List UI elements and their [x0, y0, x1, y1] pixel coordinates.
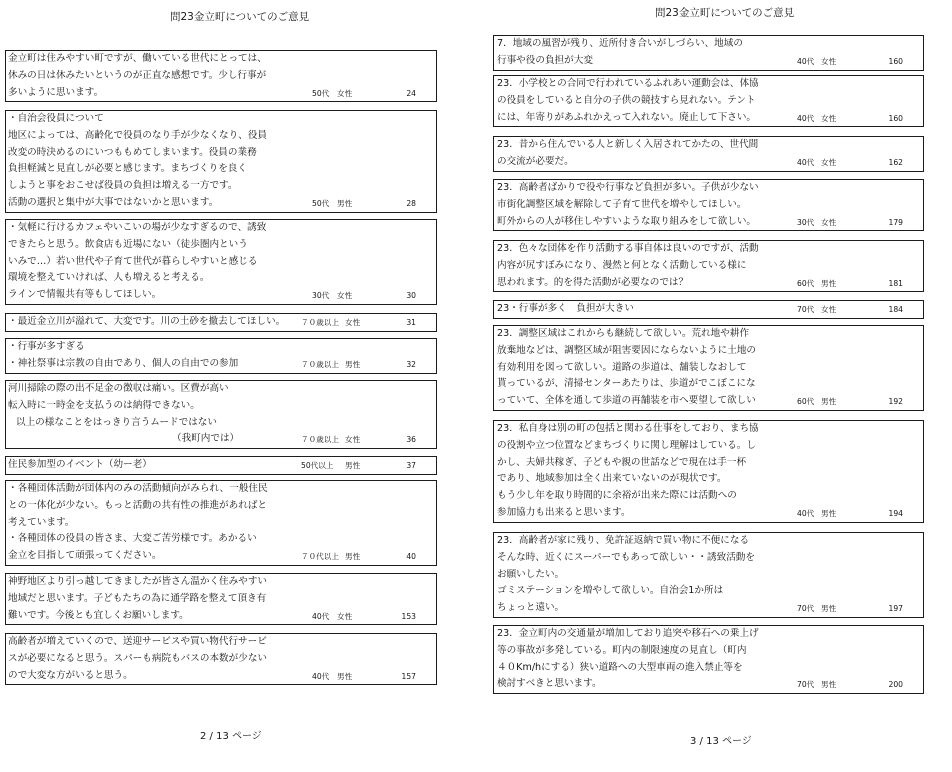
page-title: 問23金立町についてのご意見 — [170, 11, 310, 23]
response-number: 32 — [406, 359, 416, 369]
age-group: 30代 — [797, 217, 815, 227]
comment-box — [493, 625, 924, 694]
comment-line: 考えています。 — [8, 516, 75, 528]
comment-line: もう少し年を取り時間的に余裕が出来た際には活動への — [497, 490, 737, 502]
gender: 男性 — [821, 278, 837, 288]
comment-line: ・気軽に行けるカフェやいこいの場が少なすぎるので、誘致 — [8, 222, 267, 233]
response-number: 153 — [401, 611, 416, 621]
comment-line: （我町内では） — [172, 433, 240, 445]
comment-line: いみで…）若い世代や子育て世代が暮らしやすいと感じる — [8, 255, 258, 267]
respondent-info — [494, 505, 923, 522]
comment-line: 23．高齢者ばかりで役や行事など負担が多い。子供が少ない — [497, 182, 759, 193]
response-number: 181 — [888, 278, 903, 288]
respondent-info — [6, 457, 436, 474]
comment-box — [493, 300, 924, 319]
comment-line: 以上の様なことをはっきり言うムードではない — [16, 416, 217, 428]
comment-line: 環境を整えていければ、人も増えると考える。 — [8, 272, 210, 284]
response-number: 157 — [401, 671, 416, 681]
comment-line: 神野地区より引っ越してきましたが皆さん温かく住みやすい — [8, 576, 268, 587]
page-number: 3 / 13 ページ — [690, 736, 752, 747]
comment-line: できたらと思う。飲食店も近場にない（徒歩圏内という — [8, 238, 248, 250]
comment-box — [493, 420, 924, 523]
gender: 男性 — [821, 397, 837, 407]
age-group: 40代 — [797, 157, 815, 167]
age-group: 70代 — [797, 305, 815, 314]
age-group: 60代 — [797, 278, 815, 288]
respondent-info — [494, 275, 923, 292]
comment-box — [493, 136, 924, 172]
respondent-info — [494, 154, 923, 171]
comment-box — [493, 240, 924, 292]
comment-line: かし、夫婦共稼ぎ、子どもや親の世話などで現在は手一杯 — [497, 456, 747, 468]
comment-line: ４０Km/hにする）狭い道路への大型車両の進入禁止等を — [497, 661, 743, 673]
comment-box — [493, 532, 924, 618]
comment-line: 多いように思います。 — [8, 86, 104, 98]
gender: 男性 — [345, 461, 361, 470]
comment-box — [5, 480, 437, 566]
response-number: 192 — [888, 397, 903, 407]
gender: 女性 — [821, 157, 837, 167]
age-group: 70代 — [797, 604, 815, 614]
comment-line: 23．金立町内の交通量が増加しており追突や移石への乗上げ — [497, 628, 759, 639]
response-number: 160 — [888, 56, 903, 66]
respondent-info — [494, 53, 923, 70]
comment-line: しようと事をおこせば役員の負担は増える一方です。 — [8, 180, 238, 192]
comment-line: であり、地域参加は全く出来ていないのが現状です。 — [497, 473, 727, 485]
page-right — [476, 0, 952, 772]
respondent-info — [494, 110, 923, 127]
comment-line: っていて、全体を通して歩道の再舗装を市へ要望して欲しい — [497, 395, 756, 407]
respondent-info — [494, 393, 923, 410]
gender: 女性 — [821, 113, 837, 123]
comment-line: の役割や立つ位置などまちづくりに関し理解はしている。し — [497, 439, 756, 451]
respondent-info — [6, 668, 436, 685]
comment-box — [5, 219, 437, 305]
response-number: 37 — [406, 461, 416, 470]
response-number: 30 — [406, 291, 416, 301]
comment-line: ちょっと遠い。 — [497, 602, 565, 614]
response-number: 40 — [406, 552, 416, 562]
comment-line: 高齢者が増えていくので、送迎サービスや買い物代行サービ — [8, 636, 267, 647]
page-title: 問23金立町についてのご意見 — [655, 7, 795, 19]
comment-line: 23．私自身は別の町の包括と関わる仕事をしており、まち協 — [497, 423, 759, 434]
respondent-info — [494, 301, 923, 318]
respondent-info — [6, 287, 436, 304]
age-group: 30代 — [312, 291, 330, 301]
respondent-info — [6, 314, 436, 331]
age-group: 50代 — [312, 88, 330, 98]
comment-line: 内容が尻すぼみになり、漫然と何となく活動している様に — [497, 259, 747, 271]
response-number: 162 — [888, 157, 903, 167]
gender: 女性 — [337, 611, 353, 621]
comment-line: そんな時、近くにスーパーでもあって欲しい・・誘致活動を — [497, 551, 755, 563]
comment-line: には、年寄りがあふれかえって入れない。廃止して下さい。 — [497, 111, 757, 123]
comment-line: 参加協力も出来ると思います。 — [497, 506, 631, 518]
age-group: 40代 — [797, 508, 815, 518]
respondent-info — [494, 214, 923, 231]
comment-line: ・神社祭事は宗教の自由であり、個人の自由での参加 — [8, 357, 239, 369]
gender: 男性 — [337, 198, 353, 208]
comment-line: 金立を目指して頑張ってください。 — [8, 550, 162, 562]
comment-line: 検討すべきと思います。 — [497, 678, 602, 690]
comment-line: お願いしたい。 — [497, 568, 565, 580]
age-group: 70代 — [797, 680, 815, 690]
comment-line: ・各種団体活動が団体内のみの活動傾向がみられ、一般住民 — [8, 483, 268, 494]
gender: 女性 — [337, 291, 353, 301]
comment-line: 地域だと思います。子どもたちの為に通学路を整えて頂き有 — [8, 592, 267, 604]
response-number: 197 — [888, 604, 903, 614]
response-number: 36 — [406, 435, 416, 445]
comment-box — [5, 50, 437, 102]
comment-line: ラインで情報共有等もしてほしい。 — [8, 289, 162, 301]
age-group: 60代 — [797, 397, 815, 407]
comment-line: 地区によっては、高齢化で役員のなり手が少なくなり、役員 — [8, 129, 268, 141]
comment-box — [5, 456, 437, 475]
comment-line: 負担軽減と見直しが必要と感じます。まちづくりを良く — [8, 163, 247, 175]
respondent-info — [6, 195, 436, 212]
response-number: 31 — [406, 318, 416, 327]
gender: 女性 — [821, 217, 837, 227]
gender: 男性 — [345, 359, 361, 369]
comment-line: ゴミステーションを増やして欲しい。自治会1か所は — [497, 585, 724, 597]
comment-line: 休みの日は休みたいというのが正直な感想です。少し行事が — [8, 69, 267, 81]
comment-line: 23．調整区域はこれからも継続して欲しい。荒れ地や耕作 — [497, 328, 750, 339]
comment-line: 金立町は住みやすい町ですが、働いている世代にとっては、 — [8, 53, 267, 64]
respondent-info — [494, 600, 923, 617]
age-group: ７０歳以上 — [301, 359, 339, 369]
page-number: 2 / 13 ページ — [200, 731, 262, 742]
respondent-info — [6, 548, 436, 565]
comment-line: ・行事が多すぎる — [8, 341, 85, 352]
comment-box — [5, 573, 437, 625]
gender: 女性 — [821, 305, 837, 314]
comment-line: 転入時に一時金を支払うのは納得できない。 — [8, 399, 200, 411]
comment-line: 7．地域の風習が残り、近所付き合いがしづらい、地域の — [497, 38, 743, 49]
comment-box — [493, 179, 924, 231]
comment-line: 改変の時決めるのにいつももめてしまいます。役員の業務 — [8, 146, 257, 158]
comment-box — [5, 633, 437, 685]
gender: 女性 — [345, 435, 361, 445]
respondent-info — [6, 85, 436, 102]
response-number: 194 — [888, 508, 903, 518]
response-number: 179 — [888, 217, 903, 227]
comment-line: 23．昔から住んでいる人と新しく入居されてかたの、世代間 — [497, 139, 759, 150]
comment-line: の役員をしていると自分の子供の競技すら見れない。テント — [497, 94, 756, 106]
comment-line: 思われます。的を得た活動が必要なのでは？ — [497, 276, 689, 288]
gender: 男性 — [345, 552, 361, 562]
age-group: 40代 — [312, 611, 330, 621]
comment-line: 放棄地などは、調整区域が阻害要因にならないように土地の — [497, 344, 757, 356]
comment-line: ・自治会役員について — [8, 113, 104, 124]
comment-line: スが必要になると思う。スパーも病院もバスの本数が少ない — [8, 652, 268, 664]
response-number: 160 — [888, 113, 903, 123]
age-group: ７０歳以上 — [301, 435, 339, 445]
comment-line: ・各種団体の役員の皆さま、大変ご苦労様です。あかるい — [8, 533, 257, 545]
gender: 男性 — [821, 508, 837, 518]
comment-box — [493, 75, 924, 127]
respondent-info — [6, 356, 436, 373]
comment-box — [5, 380, 437, 449]
age-group: ７０代以上 — [301, 552, 339, 562]
response-number: 184 — [888, 305, 903, 314]
gender: 男性 — [337, 671, 353, 681]
comment-line: 住民参加型のイベント（幼ー老） — [8, 459, 152, 470]
response-number: 24 — [406, 88, 416, 98]
age-group: 50代以上 — [301, 461, 334, 470]
respondent-info — [6, 608, 436, 625]
comment-line: 等の事故が多発している。町内の制限速度の見直し（町内 — [497, 644, 747, 656]
gender: 女性 — [345, 318, 361, 327]
age-group: 40代 — [797, 56, 815, 66]
comment-box — [5, 313, 437, 332]
age-group: 50代 — [312, 198, 330, 208]
response-number: 200 — [888, 680, 903, 690]
comment-line: 23・行事が多く 負担が大きい — [497, 303, 634, 314]
gender: 男性 — [821, 604, 837, 614]
comment-line: 市街化調整区域を解除して子育て世代を増やしてほしい。 — [497, 198, 747, 210]
age-group: ７０歳以上 — [301, 318, 339, 327]
comment-box — [5, 110, 437, 213]
comment-line: 有効利用を図って欲しい。道路の歩道は、舗装しなおして — [497, 361, 747, 373]
comment-box — [493, 35, 924, 71]
comment-line: との一体化が少ない。もっと活動の共有性の推進があればと — [8, 499, 268, 511]
comment-line: 難いです。今後とも宜しくお願いします。 — [8, 609, 189, 621]
comment-line: の交流が必要だ。 — [497, 155, 574, 167]
comment-box — [5, 338, 437, 374]
age-group: 40代 — [797, 113, 815, 123]
respondent-info — [6, 431, 436, 448]
comment-line: ・最近金立川が溢れて、大変です。川の土砂を撤去してほしい。 — [8, 316, 286, 327]
response-number: 28 — [406, 198, 416, 208]
respondent-info — [494, 676, 923, 693]
gender: 女性 — [821, 56, 837, 66]
comment-box — [493, 325, 924, 411]
comment-line: ので大変な方がいると思う。 — [8, 669, 133, 681]
comment-line: 行事や役の負担が大変 — [497, 54, 593, 66]
comment-line: 23．色々な団体を作り活動する事自体は良いのですが、活動 — [497, 243, 759, 254]
comment-line: 貰っているが、清掃センターあたりは、歩道がでこぼこにな — [497, 378, 756, 390]
gender: 女性 — [337, 88, 353, 98]
gender: 男性 — [821, 680, 837, 690]
comment-line: 町外からの人が移住しやすいような取り組みをして欲しい。 — [497, 215, 757, 227]
comment-line: 活動の選択と集中が大事ではないかと思います。 — [8, 196, 219, 208]
comment-line: 23．小学校との合同で行われているふれあい運動会は、体協 — [497, 78, 759, 89]
comment-line: 河川掃除の際の出不足金の徴収は痛い。区費が高い — [8, 383, 229, 394]
age-group: 40代 — [312, 671, 330, 681]
comment-line: 23．高齢者が家に残り、免許証返納で買い物に不便になる — [497, 535, 750, 546]
